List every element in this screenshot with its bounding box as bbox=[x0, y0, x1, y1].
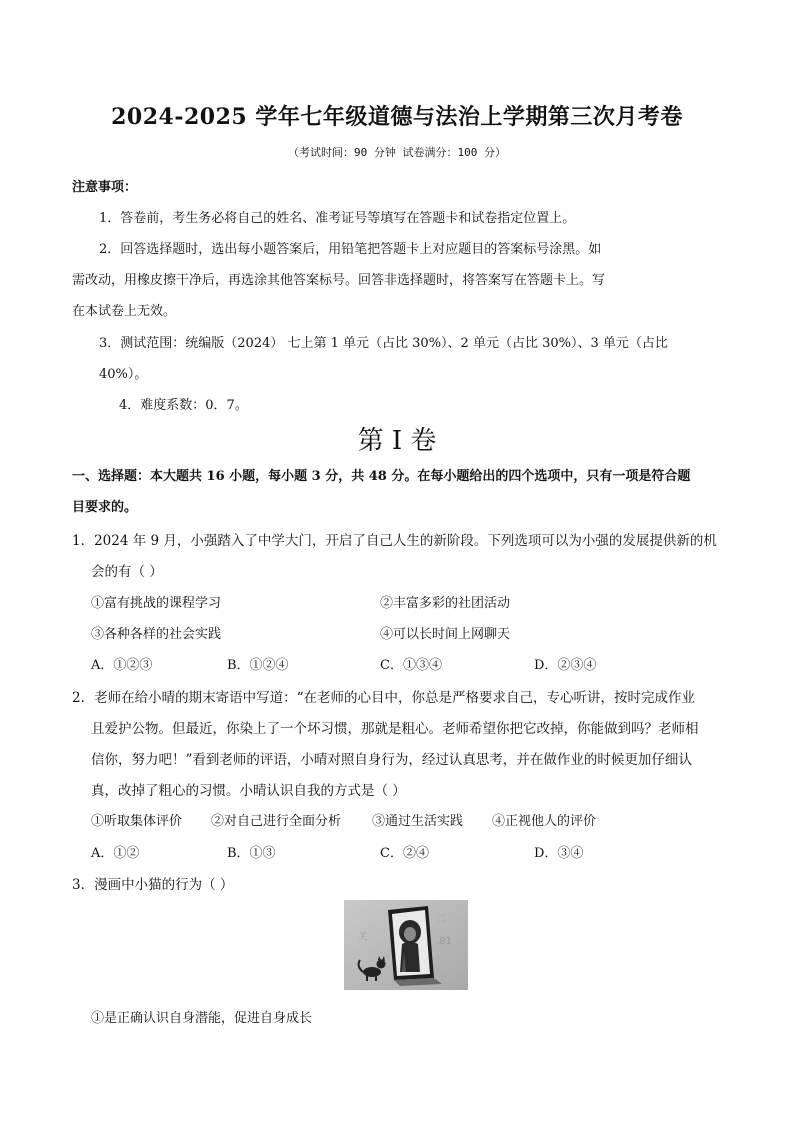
svg-text:二: 二 bbox=[436, 914, 446, 925]
statement-option: ③各种各样的社会实践 bbox=[91, 627, 222, 642]
answer-choice-b: B．①③ bbox=[227, 846, 276, 861]
statement-option: ④正视他人的评价 bbox=[492, 814, 597, 829]
svg-text:.81: .81 bbox=[436, 936, 452, 947]
question-stem: 3．漫画中小猫的行为（ ） bbox=[72, 877, 234, 893]
question-stem: 1．2024 年 9 月，小强踏入了中学大门，开启了自己人生的新阶段。下列选项可以为小强的发展提供新的机 bbox=[72, 533, 717, 549]
notice-heading: 注意事项： bbox=[72, 180, 138, 195]
statement-option: ④可以长时间上网聊天 bbox=[380, 627, 511, 642]
statement-option: ①富有挑战的课程学习 bbox=[91, 596, 222, 611]
statement-option: ②丰富多彩的社团活动 bbox=[380, 596, 511, 611]
page-title: 2024-2025 学年七年级道德与法治上学期第三次月考卷 bbox=[111, 104, 683, 130]
answer-choice-c: C．①③④ bbox=[380, 658, 442, 673]
statement-option: ③通过生活实践 bbox=[372, 814, 464, 829]
question-stem: 真，改掉了粗心的习惯。小晴认识自我的方式是（ ） bbox=[91, 783, 406, 799]
answer-choice-a: A．①②③ bbox=[91, 658, 153, 673]
notice-line: 40%）。 bbox=[99, 367, 148, 382]
notice-line: 4．难度系数：0．7。 bbox=[119, 398, 248, 413]
answer-choice-c: C．②④ bbox=[380, 846, 429, 861]
question-stem: 信你，努力吧！”看到老师的评语，小晴对照自身行为，经过认真思考，并在做作业的时候更加仔细认 bbox=[91, 752, 692, 768]
section-heading: 目要求的。 bbox=[72, 500, 138, 515]
answer-choice-d: D．③④ bbox=[534, 846, 584, 861]
svg-text:关: 关 bbox=[358, 932, 368, 943]
notice-line: 在本试卷上无效。 bbox=[72, 304, 177, 319]
question-stem: 且爱护公物。但最近，你染上了一个坏习惯，那就是粗心。老师希望你把它改掉，你能做到吗？老师相 bbox=[91, 721, 699, 737]
question-stem: 2．老师在给小晴的期末寄语中写道：“在老师的心目中，你总是严格要求自己，专心听讲，按时完成作业 bbox=[72, 690, 695, 706]
notice-line: 2．回答选择题时，选出每小题答案后，用铅笔把答题卡上对应题目的答案标号涂黑。如 bbox=[99, 242, 602, 257]
question-stem: 会的有（ ） bbox=[91, 564, 163, 580]
section-heading: 一、选择题：本大题共 16 小题，每小题 3 分，共 48 分。在每小题给出的四个选项中，只有一项是符合题 bbox=[72, 469, 691, 484]
volume-heading: 第 I 卷 bbox=[357, 426, 437, 456]
exam-info: （考试时间：90 分钟 试卷满分：100 分） bbox=[288, 146, 506, 159]
answer-choice-a: A．①② bbox=[91, 846, 140, 861]
notice-line: 3．测试范围：统编版（2024） 七上第 1 单元（占比 30%）、2 单元（占比 30%）、3 单元（占比 bbox=[99, 336, 668, 351]
statement-option: ①听取集体评价 bbox=[91, 814, 183, 829]
cartoon-image bbox=[344, 900, 468, 990]
notice-line: 需改动，用橡皮擦干净后，再选涂其他答案标号。回答非选择题时，将答案写在答题卡上。写 bbox=[72, 273, 606, 288]
statement-option: ①是正确认识自身潜能，促进自身成长 bbox=[91, 1011, 313, 1026]
statement-option: ②对自己进行全面分析 bbox=[211, 814, 342, 829]
answer-choice-d: D．②③④ bbox=[534, 658, 597, 673]
notice-line: 1．答卷前，考生务必将自己的姓名、准考证号等填写在答题卡和试卷指定位置上。 bbox=[99, 211, 576, 226]
answer-choice-b: B．①②④ bbox=[227, 658, 289, 673]
